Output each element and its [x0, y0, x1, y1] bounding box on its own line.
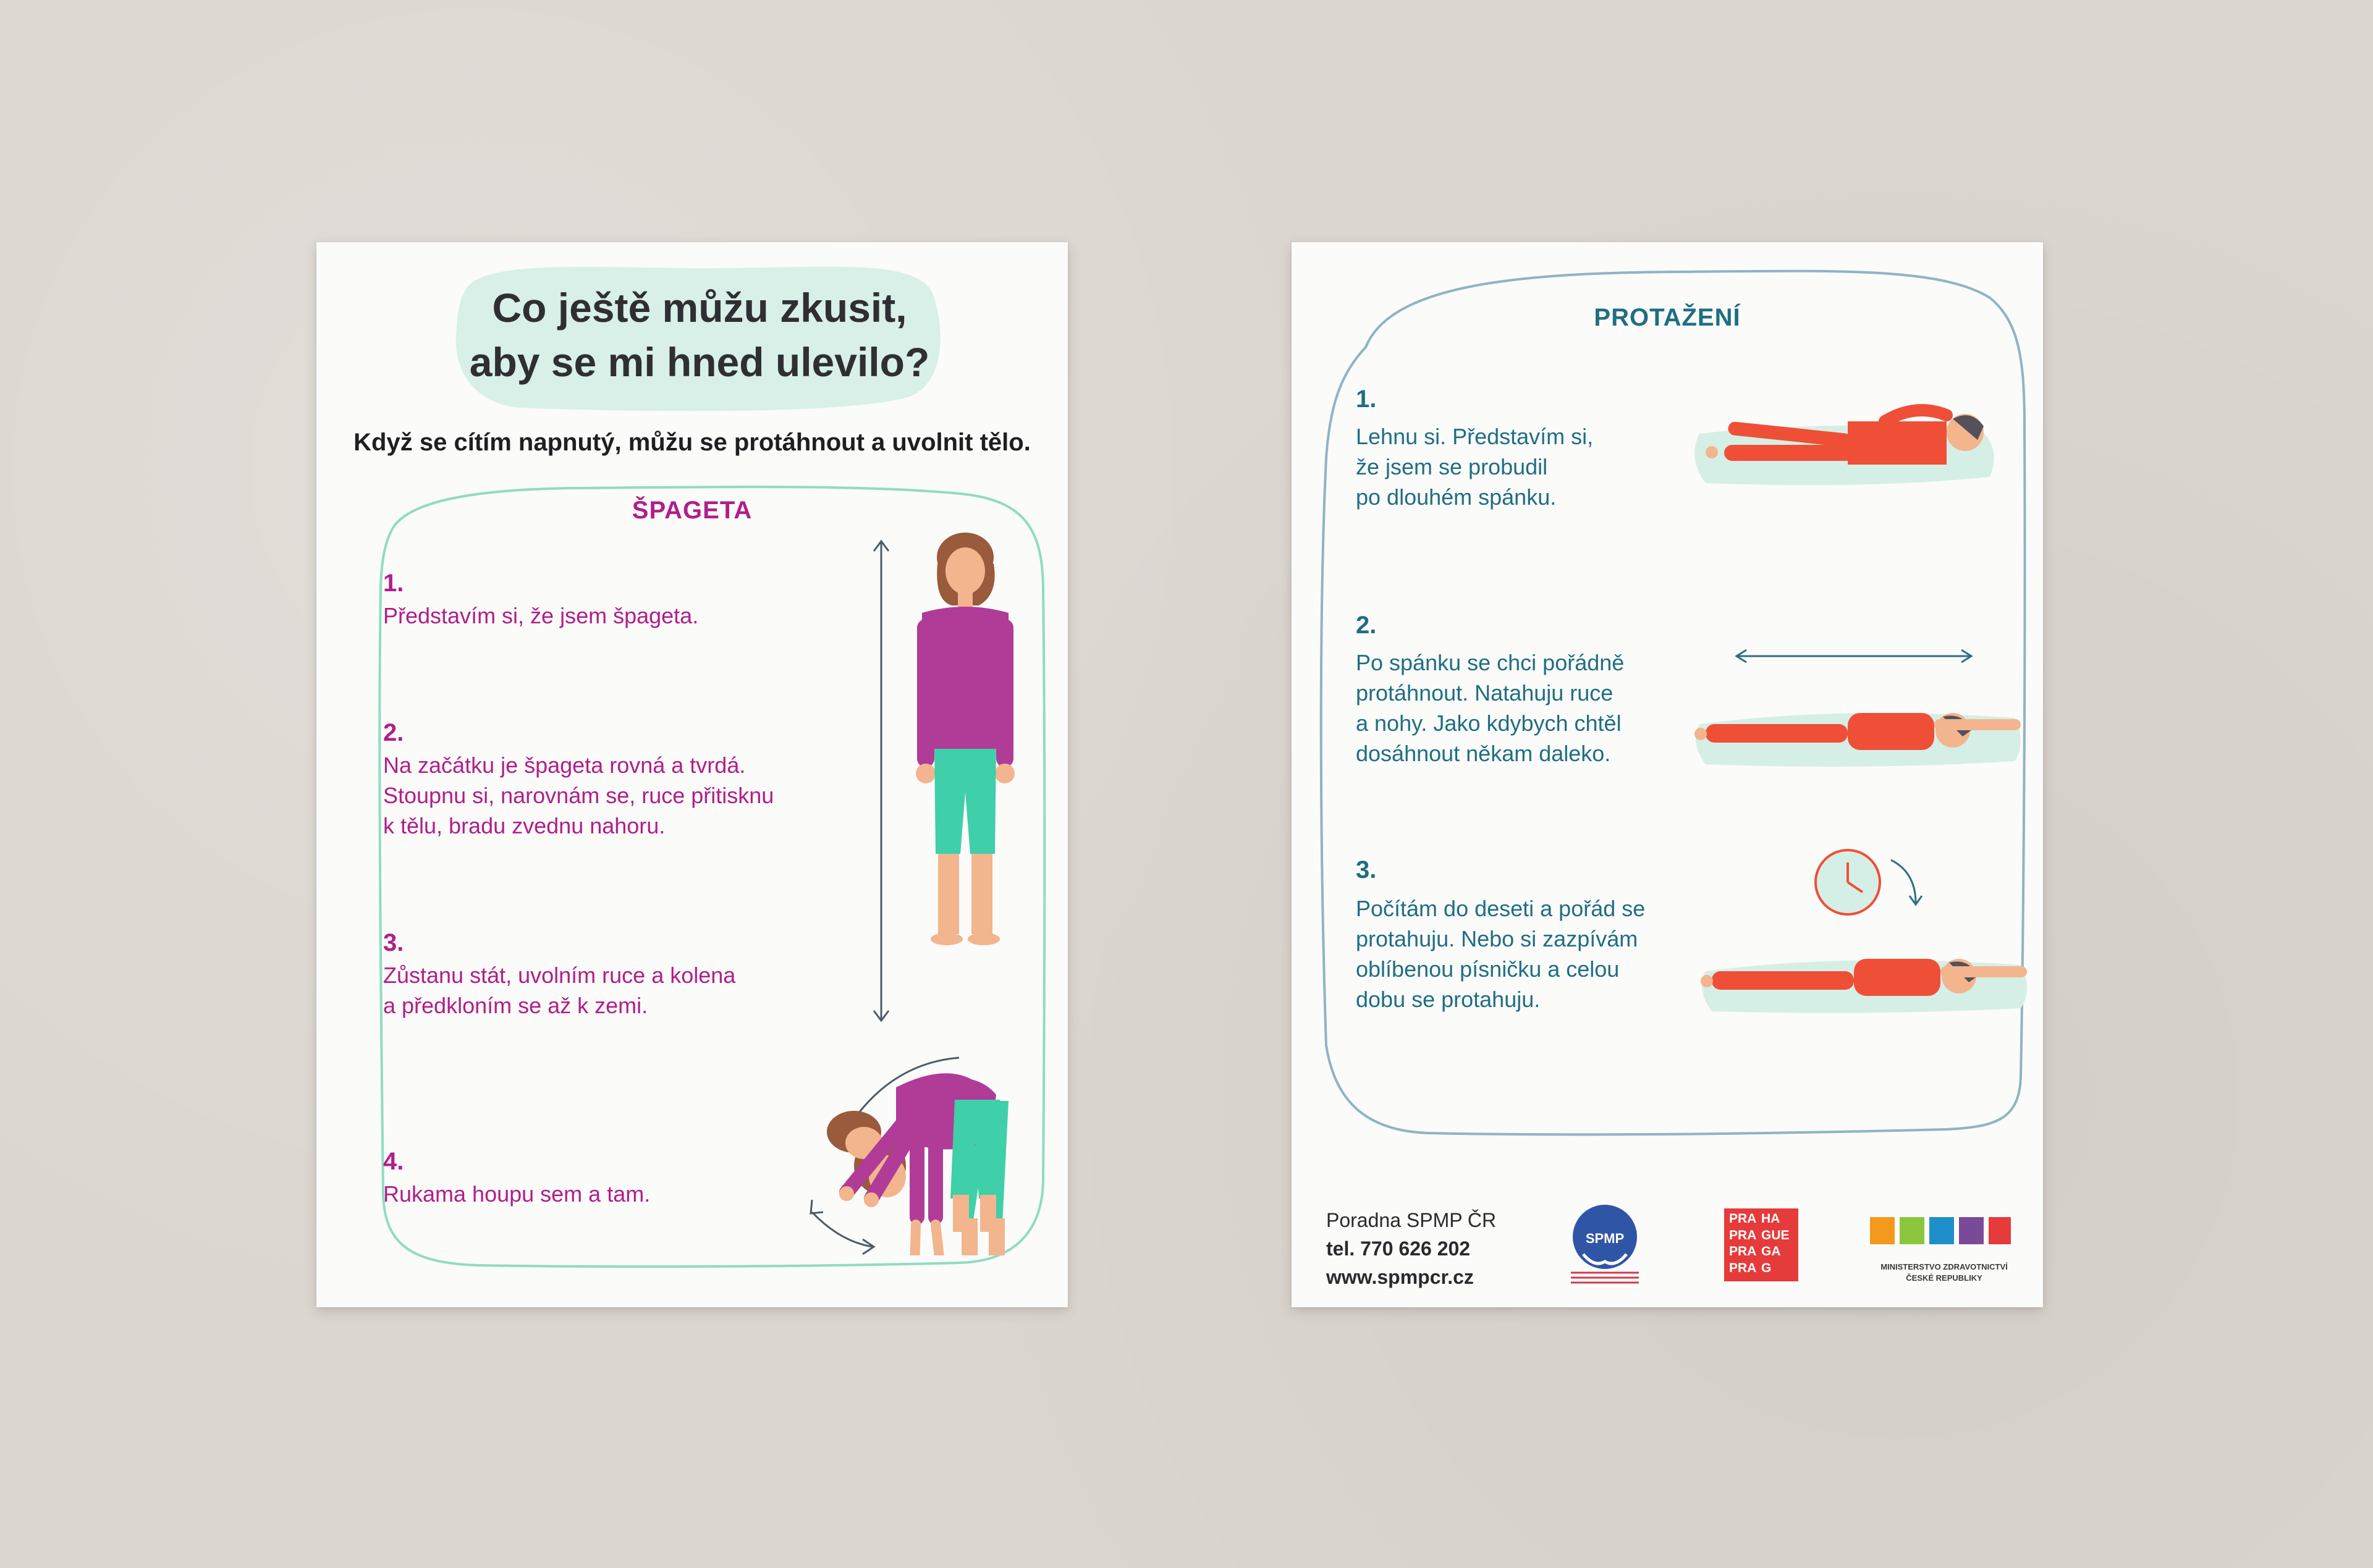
- lying-boy-illustration-3: [1687, 835, 2033, 1021]
- step-2-number: 2.: [383, 719, 404, 746]
- svg-text:SPMP: SPMP: [1585, 1231, 1625, 1246]
- step-1-number: 1.: [1356, 386, 1377, 413]
- section-title-spageta: ŠPAGETA: [632, 497, 753, 524]
- praha-logo: PRA HA PRA GUE PRA GA PRA G: [1724, 1208, 1798, 1281]
- website-link[interactable]: www.spmpcr.cz: [1326, 1266, 1474, 1288]
- step-2-number: 2.: [1356, 612, 1377, 639]
- step-1-text: Představím si, že jsem špageta.: [383, 603, 699, 628]
- page-title: Co ještě můžu zkusit, aby se mi hned ulevilo?: [469, 285, 930, 385]
- step-1-number: 1.: [383, 570, 404, 597]
- vertical-arrow-icon: [874, 541, 889, 1021]
- step-4-text: Rukama houpu sem a tam.: [383, 1181, 651, 1207]
- step-3-number: 3.: [1356, 856, 1377, 883]
- contact-block: [1326, 1206, 1496, 1291]
- lying-boy-illustration-1: [1681, 397, 2008, 502]
- step-2-text: Na začátku je špageta rovná a tvrdá. Stoupnu si, narovnám se, ruce přitisknu k tělu, bradu zvednu nahoru.: [383, 752, 774, 838]
- lying-boy-illustration-2: [1681, 638, 2039, 780]
- step-4-number: 4.: [383, 1148, 404, 1175]
- standing-girl-illustration: [848, 533, 1033, 1039]
- spmp-logo: [1559, 1200, 1651, 1292]
- step-3-number: 3.: [383, 929, 404, 956]
- org-name: Poradna SPMP ČR: [1326, 1209, 1497, 1231]
- page-subtitle: Když se cítím napnutý, můžu se protáhnout a uvolnit tělo.: [353, 429, 1031, 456]
- swinging-girl-illustration: [803, 1050, 1038, 1260]
- step-1-text: Lehnu si. Představím si, že jsem se probudil po dlouhém spánku.: [1356, 424, 1594, 510]
- phone-number: tel. 770 626 202: [1326, 1237, 1471, 1260]
- step-3-text: Zůstanu stát, uvolním ruce a kolena a předkloním se až k zemi.: [383, 963, 736, 1018]
- section-title-protazeni: PROTAŽENÍ: [1594, 304, 1741, 331]
- clock-icon: [1816, 850, 1922, 914]
- ministry-logo-caption: MINISTERSTVO ZDRAVOTNICTVÍ ČESKÉ REPUBLIKY: [1880, 1262, 2008, 1283]
- step-3-text: Počítám do deseti a pořád se protahuju. Nebo si zazpívám oblíbenou písničku a celou dobu se protahuju.: [1356, 896, 1646, 1012]
- right-flyer: [1292, 242, 2043, 1307]
- step-2-text: Po spánku se chci pořádně protáhnout. Natahuju ruce a nohy. Jako kdybych chtěl dosáhnout někam daleko.: [1356, 650, 1625, 766]
